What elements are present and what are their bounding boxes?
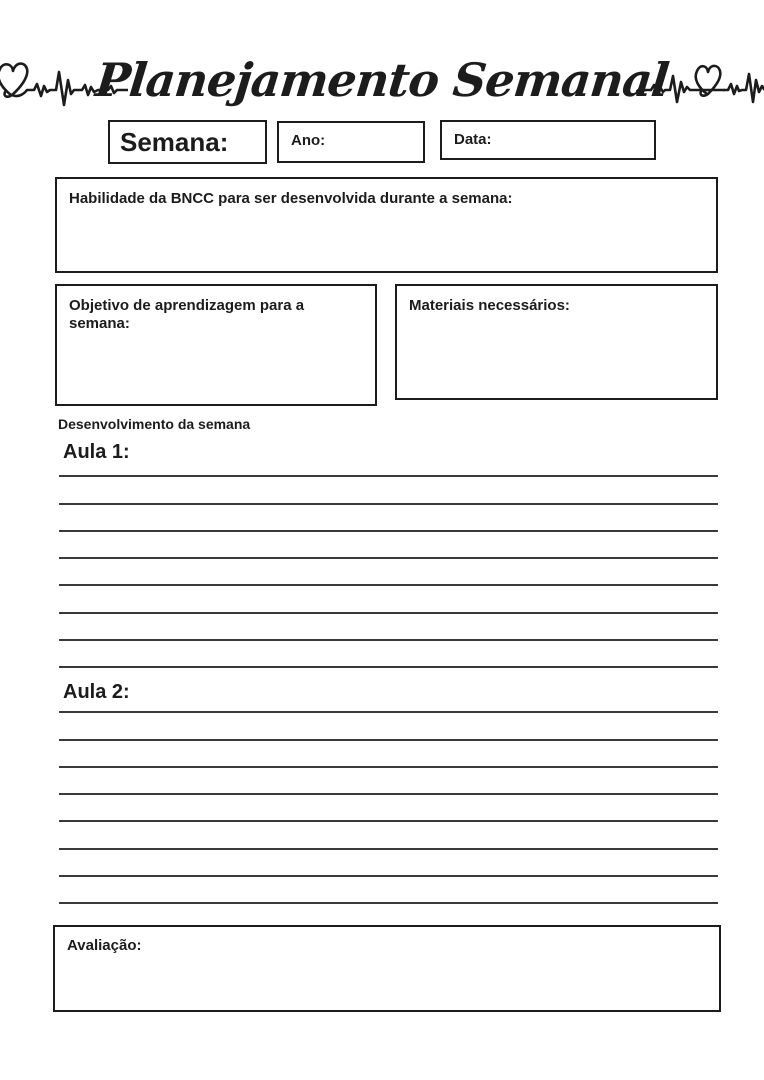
writing-line[interactable] <box>59 795 718 822</box>
writing-line[interactable] <box>59 713 718 740</box>
writing-line[interactable] <box>59 641 718 668</box>
writing-line[interactable] <box>59 768 718 795</box>
materiais-label: Materiais necessários: <box>409 297 570 314</box>
learning-objective-field[interactable] <box>55 284 377 406</box>
data-label: Data: <box>454 131 492 148</box>
writing-line[interactable] <box>59 686 718 713</box>
page-title: Planejamento Semanal <box>93 53 671 107</box>
semana-label: Semana: <box>120 126 229 157</box>
aula2-heading: Aula 2: <box>63 681 130 703</box>
avaliacao-label: Avaliação: <box>67 937 142 954</box>
ano-label: Ano: <box>291 132 326 149</box>
writing-line[interactable] <box>59 505 718 532</box>
writing-line[interactable] <box>59 450 718 477</box>
writing-line[interactable] <box>59 477 718 504</box>
ano-field[interactable] <box>277 121 425 163</box>
writing-line[interactable] <box>59 877 718 904</box>
aula1-heading: Aula 1: <box>63 441 130 463</box>
writing-line[interactable] <box>59 822 718 849</box>
writing-line[interactable] <box>59 559 718 586</box>
bncc-label: Habilidade da BNCC para ser desenvolvida durante a semana: <box>69 190 513 207</box>
aula2-writing-lines <box>59 686 718 904</box>
aula1-writing-lines <box>59 450 718 668</box>
writing-line[interactable] <box>59 850 718 877</box>
writing-line[interactable] <box>59 532 718 559</box>
bncc-skill-field[interactable] <box>55 177 718 273</box>
writing-line[interactable] <box>59 614 718 641</box>
desenvolvimento-heading: Desenvolvimento da semana <box>58 416 251 432</box>
semana-field[interactable] <box>108 120 267 164</box>
heartbeat-heart-right-icon <box>636 54 764 118</box>
avaliacao-field[interactable] <box>53 925 721 1012</box>
writing-line[interactable] <box>59 741 718 768</box>
objetivo-label: Objetivo de aprendizagem para a semana: <box>69 297 305 332</box>
page-header <box>0 40 764 120</box>
data-field[interactable] <box>440 120 656 160</box>
writing-line[interactable] <box>59 586 718 613</box>
materials-field[interactable] <box>395 284 718 400</box>
